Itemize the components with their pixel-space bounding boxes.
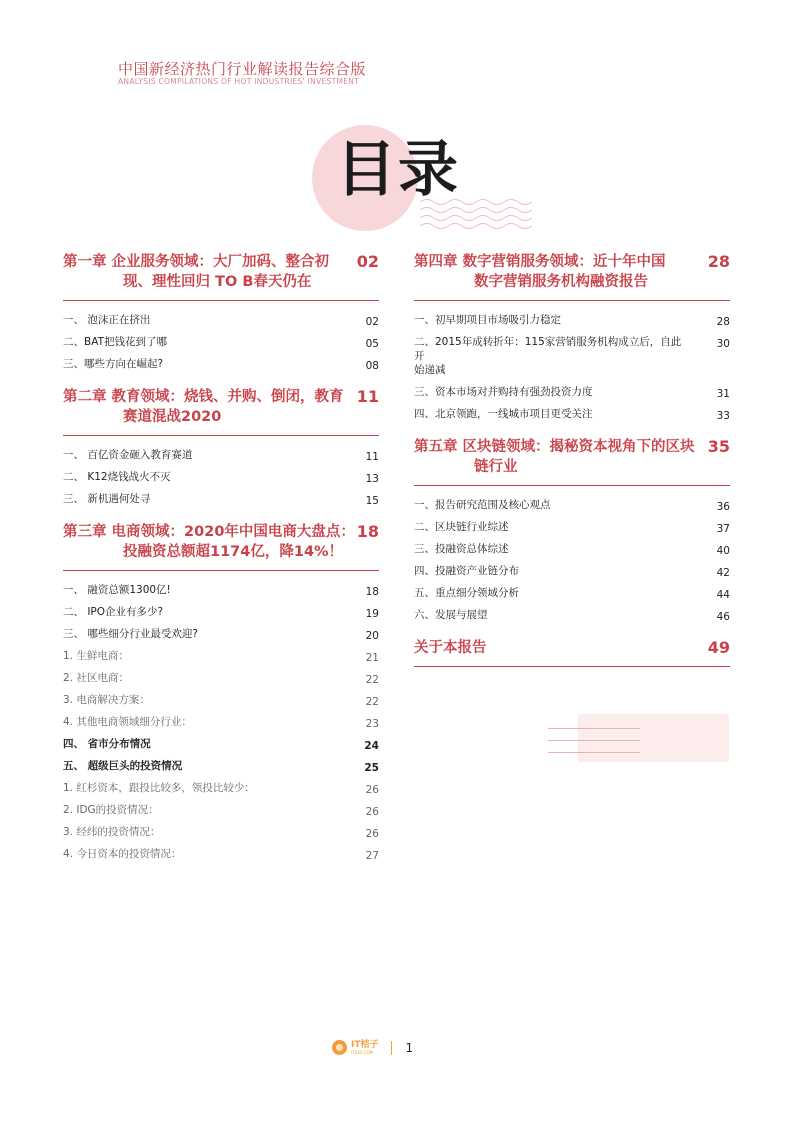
toc-entry[interactable] bbox=[63, 601, 379, 623]
chapter-page-number: 02 bbox=[356, 252, 379, 271]
toc-entry[interactable] bbox=[63, 799, 379, 821]
toc-entry[interactable] bbox=[63, 579, 379, 601]
chapter-title-line: 第四章 数字营销服务领域：近十年中国 bbox=[414, 254, 666, 270]
toc-entry-page: 15 bbox=[365, 495, 379, 507]
chapter-heading[interactable] bbox=[414, 437, 730, 477]
chapter-page-number: 18 bbox=[356, 522, 379, 541]
toc-entry[interactable] bbox=[63, 353, 379, 375]
toc-entry[interactable] bbox=[63, 488, 379, 510]
chapter-page-number: 28 bbox=[707, 252, 730, 271]
toc-entry-label: 三、投融资总体综述 bbox=[414, 543, 509, 555]
toc-entry-page: 22 bbox=[365, 674, 379, 686]
toc-entry-page: 23 bbox=[365, 718, 379, 730]
toc-entry-page: 36 bbox=[716, 501, 730, 513]
toc-entry-label: 三、 新机遇何处寻 bbox=[63, 493, 151, 505]
chapter-heading[interactable] bbox=[63, 252, 379, 292]
toc-entry[interactable] bbox=[63, 309, 379, 331]
page-footer bbox=[332, 1040, 413, 1055]
orange-logo-icon bbox=[332, 1040, 347, 1055]
toc-entry[interactable] bbox=[63, 444, 379, 466]
toc-entry-page: 44 bbox=[716, 589, 730, 601]
toc-entry-page: 26 bbox=[365, 806, 379, 818]
toc-entry-label: 1. 红杉资本，跟投比较多，领投比较少： bbox=[63, 782, 255, 794]
toc-entry[interactable] bbox=[63, 331, 379, 353]
brand-logo bbox=[351, 1040, 379, 1055]
toc-entry-page: 25 bbox=[364, 762, 379, 774]
toc-entry-page: 24 bbox=[364, 740, 379, 752]
toc-entry-page: 02 bbox=[365, 316, 379, 328]
toc-entry[interactable] bbox=[63, 623, 379, 645]
toc-entry[interactable] bbox=[414, 516, 730, 538]
toc-entry-label: 四、北京领跑，一线城市项目更受关注 bbox=[414, 408, 593, 420]
toc-entry[interactable] bbox=[414, 560, 730, 582]
chapter-heading[interactable] bbox=[414, 638, 730, 658]
chapter-title-line: 第三章 电商领域：2020年中国电商大盘点： bbox=[63, 524, 355, 540]
chapter-heading[interactable] bbox=[414, 252, 730, 292]
decoration-line bbox=[548, 740, 640, 741]
toc-entry-label: 2. IDG的投资情况： bbox=[63, 804, 159, 816]
toc-entry-page: 33 bbox=[716, 410, 730, 422]
toc-entry-label: 1. 生鲜电商： bbox=[63, 650, 129, 662]
chapter-heading[interactable] bbox=[63, 387, 379, 427]
toc-entry-label: 一、 百亿资金砸入教育赛道 bbox=[63, 449, 193, 461]
toc-entry-page: 22 bbox=[365, 696, 379, 708]
toc-entry[interactable] bbox=[414, 381, 730, 403]
toc-entry-page: 21 bbox=[365, 652, 379, 664]
toc-entry-label: 3. 电商解决方案： bbox=[63, 694, 150, 706]
toc-entry-label: 一、 融资总额1300亿! bbox=[63, 584, 171, 596]
toc-entry-page: 40 bbox=[716, 545, 730, 557]
toc-entry-label: 一、报告研究范围及核心观点 bbox=[414, 499, 551, 511]
chapter-title-line: 关于本报告 bbox=[414, 640, 487, 656]
chapter-title-line: 数字营销服务机构融资报告 bbox=[474, 274, 648, 290]
brand-name: IT桔子 bbox=[351, 1040, 379, 1050]
toc-entry-page: 26 bbox=[365, 784, 379, 796]
toc-entry-label: 4. 今日资本的投资情况： bbox=[63, 848, 182, 860]
corner-decoration bbox=[578, 714, 729, 762]
toc-entry[interactable] bbox=[63, 733, 379, 755]
toc-entry-page: 30 bbox=[716, 338, 730, 350]
toc-entry-label: 三、资本市场对并购持有强劲投资力度 bbox=[414, 386, 593, 398]
toc-entry-label-continued: 始递减 bbox=[414, 364, 446, 376]
toc-entry-label: 三、哪些方向在崛起? bbox=[63, 358, 164, 370]
toc-entry[interactable] bbox=[414, 494, 730, 516]
toc-entry-label: 四、 省市分布情况 bbox=[63, 738, 151, 750]
toc-entry-label: 二、 K12烧钱战火不灭 bbox=[63, 471, 171, 483]
toc-entry-label: 一、初早期项目市场吸引力稳定 bbox=[414, 314, 561, 326]
toc-entry-label: 二、 IPO企业有多少? bbox=[63, 606, 164, 618]
chapter-title-line: 第一章 企业服务领域：大厂加码、整合初 bbox=[63, 254, 330, 270]
toc-entry[interactable] bbox=[63, 667, 379, 689]
chapter-divider bbox=[414, 485, 730, 486]
toc-entry[interactable] bbox=[414, 331, 730, 381]
toc-title: 目录 bbox=[336, 135, 460, 205]
chapter-divider bbox=[414, 666, 730, 667]
footer-divider bbox=[391, 1041, 392, 1055]
toc-entry-label: 三、 哪些细分行业最受欢迎? bbox=[63, 628, 198, 640]
decoration-line bbox=[548, 728, 640, 729]
chapter-page-number: 35 bbox=[707, 437, 730, 456]
toc-entry-label: 六、发展与展望 bbox=[414, 609, 488, 621]
toc-entry-label: 3. 经纬的投资情况： bbox=[63, 826, 161, 838]
chapter-title-line: 第五章 区块链领域：揭秘资本视角下的区块 bbox=[414, 439, 695, 455]
toc-entry-page: 46 bbox=[716, 611, 730, 623]
toc-entry-page: 05 bbox=[365, 338, 379, 350]
chapter-page-number: 49 bbox=[707, 638, 730, 657]
toc-entry[interactable] bbox=[63, 777, 379, 799]
toc-entry-label: 五、重点细分领域分析 bbox=[414, 587, 519, 599]
chapter-title-line: 赛道混战2020 bbox=[123, 409, 222, 425]
toc-entry[interactable] bbox=[63, 645, 379, 667]
toc-entry[interactable] bbox=[63, 843, 379, 865]
toc-entry-page: 31 bbox=[716, 388, 730, 400]
toc-right-column bbox=[414, 252, 730, 675]
toc-left-column bbox=[63, 252, 379, 865]
toc-entry-label: 二、2015年成转折年：115家营销服务机构成立后，自此开 bbox=[414, 336, 682, 362]
chapter-title-line: 第二章 教育领域：烧钱、并购、倒闭，教育 bbox=[63, 389, 344, 405]
toc-entry[interactable] bbox=[414, 403, 730, 425]
toc-entry-label: 五、 超级巨头的投资情况 bbox=[63, 760, 183, 772]
chapter-heading[interactable] bbox=[63, 522, 379, 562]
toc-entry-page: 20 bbox=[365, 630, 379, 642]
toc-entry[interactable] bbox=[63, 755, 379, 777]
chapter-title-line: 现、理性回归 TO B春天仍在 bbox=[123, 274, 312, 290]
toc-entry-page: 08 bbox=[365, 360, 379, 372]
chapter-title-line: 投融资总额超1174亿，降14%！ bbox=[123, 544, 344, 560]
toc-entry-page: 27 bbox=[365, 850, 379, 862]
wave-lines-decoration bbox=[420, 196, 536, 230]
toc-entry-page: 11 bbox=[365, 451, 379, 463]
chapter-divider bbox=[414, 300, 730, 301]
toc-entry[interactable] bbox=[63, 466, 379, 488]
toc-entry-page: 13 bbox=[365, 473, 379, 485]
toc-entry[interactable] bbox=[414, 582, 730, 604]
page-number: 1 bbox=[405, 1040, 414, 1055]
chapter-divider bbox=[63, 570, 379, 571]
toc-entry-page: 26 bbox=[365, 828, 379, 840]
toc-entry[interactable] bbox=[414, 604, 730, 626]
toc-entry-label: 一、 泡沫正在挤出 bbox=[63, 314, 151, 326]
chapter-page-number: 11 bbox=[356, 387, 379, 406]
decoration-line bbox=[548, 752, 640, 753]
toc-entry[interactable] bbox=[63, 711, 379, 733]
toc-entry-page: 28 bbox=[716, 316, 730, 328]
brand-url: ITJUZI.COM bbox=[351, 1050, 374, 1055]
report-subtitle: ANALYSIS COMPILATIONS OF HOT INDUSTRIES' INVESTMENT bbox=[118, 77, 360, 86]
toc-entry-label: 二、区块链行业综述 bbox=[414, 521, 509, 533]
toc-entry-page: 18 bbox=[365, 586, 379, 598]
chapter-divider bbox=[63, 435, 379, 436]
chapter-title-line: 链行业 bbox=[474, 459, 518, 475]
toc-entry-label: 四、投融资产业链分布 bbox=[414, 565, 519, 577]
toc-entry[interactable] bbox=[414, 538, 730, 560]
toc-entry-page: 42 bbox=[716, 567, 730, 579]
toc-entry-label: 4. 其他电商领域细分行业： bbox=[63, 716, 192, 728]
chapter-divider bbox=[63, 300, 379, 301]
toc-entry[interactable] bbox=[63, 821, 379, 843]
toc-entry-label: 2. 社区电商： bbox=[63, 672, 129, 684]
toc-entry-page: 37 bbox=[716, 523, 730, 535]
toc-entry[interactable] bbox=[63, 689, 379, 711]
report-title: 中国新经济热门行业解读报告综合版 bbox=[118, 60, 367, 78]
toc-entry-label: 二、BAT把钱花到了哪 bbox=[63, 336, 167, 348]
toc-entry-page: 19 bbox=[365, 608, 379, 620]
toc-entry[interactable] bbox=[414, 309, 730, 331]
